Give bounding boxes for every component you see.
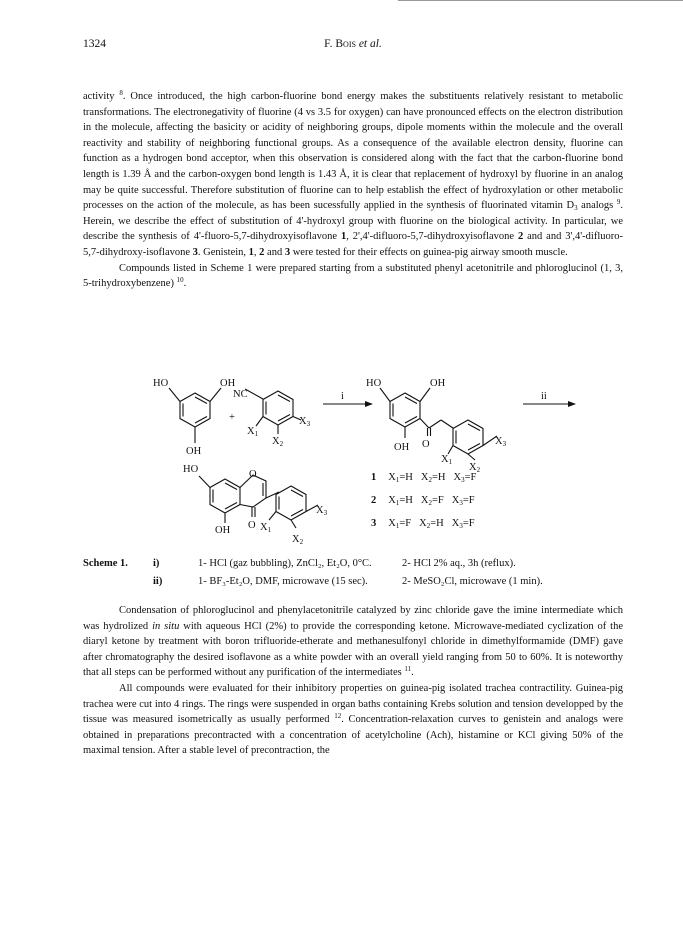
svg-text:HO: HO (366, 378, 382, 389)
svg-text:O: O (422, 439, 430, 450)
svg-text:OH: OH (215, 525, 231, 536)
svg-text:HO: HO (183, 464, 199, 475)
ketone-ring-b (453, 420, 483, 454)
scheme-label: Scheme 1. (83, 558, 128, 569)
nitrile-ring (263, 391, 293, 425)
scheme-caption (83, 558, 623, 594)
svg-text:1X1=HX2=HX3=F: 1 X1=H X2=H X3=F (371, 472, 477, 484)
svg-text:OH: OH (394, 442, 410, 453)
reaction-scheme (83, 368, 623, 553)
svg-text:ii: ii (541, 391, 547, 402)
svg-text:X3: X3 (495, 436, 507, 448)
svg-text:OH: OH (220, 378, 236, 389)
svg-text:X3: X3 (316, 505, 328, 517)
svg-text:OH: OH (430, 378, 446, 389)
scheme-1-figure (83, 368, 623, 553)
results-text (83, 603, 623, 759)
svg-text:X2: X2 (469, 462, 481, 474)
svg-text:+: + (229, 412, 235, 423)
svg-text:O: O (248, 520, 256, 531)
caption-row-ii: ii) 1- BF₃-Et₂O, DMF, microwave (15 sec). 2- MeSO₂Cl, microwave (1 min). (153, 576, 543, 587)
paragraph-2: Compounds listed in Scheme 1 were prepared starting from a substituted phenyl acetonitrile and phloroglucinol (1, 3, 5-trihydroxybenzene) $^{10}$. (83, 262, 623, 290)
svg-text:X2: X2 (272, 436, 284, 448)
compound-legend (371, 472, 476, 530)
arrow-i-head (365, 401, 373, 407)
svg-text:X1: X1 (247, 426, 259, 438)
svg-text:X1: X1 (441, 454, 453, 466)
paragraph-3: Condensation of phloroglucinol and phenylacetonitrile catalyzed by zinc chloride gave the imine intermediate which was hydrolized in situ with aqueous HCl (2%) to provide the corresponding ketone. Microwave-mediated cyclization of the diaryl ketone by treatment with boron trifluoride-etherate and methanesulfonyl chloride in dimethylformamide (DMF) gave after chromatography the desired isoflavone as a white powder with an overall yield ranging from 50 to 60%. It is noteworthy that all steps can be performed without any purification of the intermediates $^{11}$. (83, 605, 624, 679)
arrow-ii-head (568, 401, 576, 407)
paragraph-1: activity $^8$. Once introduced, the high carbon-fluorine bond energy makes the substituents relatively resistant to metabolic transformations. The electronegativity of fluorine (4 vs 3.5 for oxygen) can have pronounced effects on the electron distribution in the molecule, affecting the basicity or acidity of neighboring groups, dipole moments within the molecule and the overall reactivity and stability of neighboring functional groups. As a consequence of the available electron density, fluorine can function as a hydrogen bond acceptor, when this observation is considered along with the fact that the carbon-fluorine bond length is 1.39 Å and the carbon-oxygen bond length is 1.43 Å, it is clear that replacement of hydroxyl by fluorine in an analog may be quite successful. Therefore substitution of fluorine can to help establish the effect of hydroxylation or other metabolic processes on the action of the molecule, as has been sucessfully applied in the synthesis of fluorinated vitamin $D_3$ analogs $^9$. Herein, we describe the effect of substitution of 4'-hydroxyl group with fluorine on the biological activity. In particular, we describe the synthesis of 4'-fluoro-5,7-dihydroxyisoflavone 1, 2',4'-difluoro-5,7-dihydroxyisoflavone 2 and and 3',4'-difluoro-5,7-dihydroxy-isoflavone 3. Genistein, 1, 2 and 3 were tested for their effects on guinea-pig airway smooth muscle. (83, 89, 623, 258)
page-header (83, 38, 623, 54)
isoflavone-ring-a (210, 479, 240, 513)
running-head: F. Bois et al. (324, 38, 382, 50)
page-number: 1324 (83, 38, 106, 50)
phloroglucinol-ring (180, 393, 210, 427)
top-rule (398, 0, 683, 1)
svg-text:O: O (249, 469, 257, 480)
paragraph-4: All compounds were evaluated for their inhibitory properties on guinea-pig isolated trachea contractility. Guinea-pig trachea were cut into 4 rings. The rings were suspended in organ baths containing Krebs solution and tension developped by the tissue was measured isometrically as usually performed $^{12}$. Concentration-relaxation curves to genistein and analogs were obtained in preparations precontracted with a concentration of acetylcholine (Ach), histamine or KCl giving 50% of the maximal tension. After a stable level of precontraction, the (83, 682, 623, 757)
svg-text:X2: X2 (292, 534, 304, 546)
svg-text:2X1=HX2=FX3=F: 2 X1=H X2=F X3=F (371, 495, 475, 507)
caption-row-i: Scheme 1. i) 1- HCl (gaz bubbling), ZnCl₂, Et₂O, 0°C. 2- HCl 2% aq., 3h (reflux). (83, 558, 516, 569)
svg-text:i: i (341, 391, 344, 402)
svg-text:NC: NC (233, 389, 248, 400)
svg-text:OH: OH (186, 446, 202, 457)
intro-text (83, 89, 623, 292)
svg-text:X3: X3 (299, 416, 311, 428)
svg-text:3X1=FX2=HX3=F: 3 X1=F X2=H X3=F (371, 518, 475, 530)
ketone-ring-a (390, 393, 420, 427)
isoflavone-ring-b (276, 486, 306, 520)
svg-text:X1: X1 (260, 522, 272, 534)
svg-text:HO: HO (153, 378, 169, 389)
